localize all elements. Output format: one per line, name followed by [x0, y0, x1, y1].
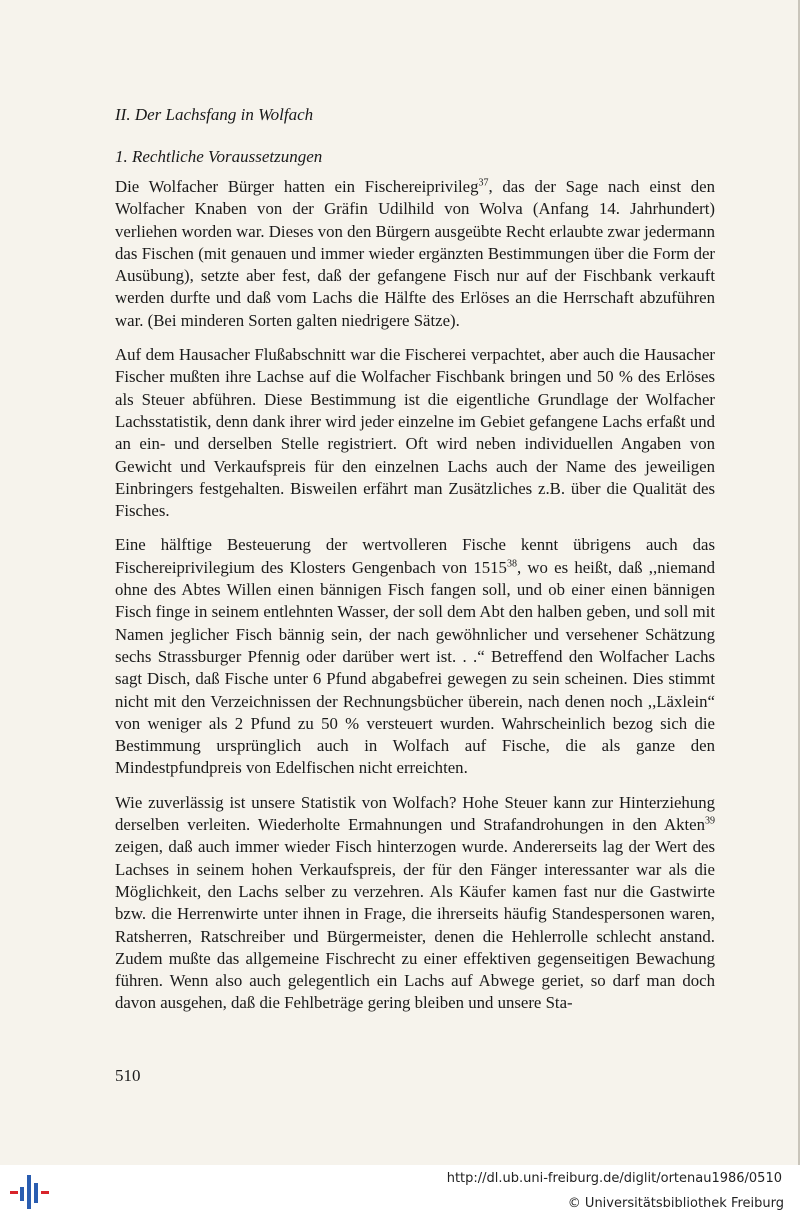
paragraph-4: Wie zuverlässig ist unsere Statistik von Wolfach? Hohe Steuer kann zur Hinterziehung derselben verleiten. Wiederholte Ermahnungen und Strafandrohungen in den Akten$^{39}$ zeigen, daß auch immer wieder Fisch hinterzogen wurde. Andererseits lag der Wert des Lachses in seinem hohen Verkaufspreis, der für den Fänger interessanter war als die Möglichkeit, den Lachs selber zu verzehren. Als Käufer kamen fast nur die Gastwirte bzw. die Herrenwirte unter ihnen in Frage, die ihrerseits häufig Standespersonen waren, Ratsherren, Ratschreiber und Bürgermeister, denen die Hehlerrolle schlecht anstand. Zudem mußte das allgemeine Fischrecht zu einer effektiven gegenseitigen Bewachung führen. Wenn also auch gelegentlich ein Lachs auf Abwege geriet, so darf man doch davon ausgehen, daß die Fehlbeträge gering bleiben und unsere Sta- — [115, 792, 715, 1013]
copyright-notice: © Universitätsbibliothek Freiburg — [567, 1196, 784, 1211]
footnote-ref-38[interactable]: 38 — [506, 558, 517, 570]
page-content — [115, 104, 715, 1027]
ub-freiburg-logo-icon — [8, 1173, 52, 1213]
subsection-heading: 1. Rechtliche Voraussetzungen — [115, 147, 323, 166]
footnote-ref-37[interactable]: 37 — [478, 177, 489, 189]
paragraph-2: Auf dem Hausacher Flußabschnitt war die Fischerei verpachtet, aber auch die Hausacher Fischer mußten ihre Lachse auf die Wolfacher Fischbank bringen und 50 % des Erlöses als Steuer abführen. Diese Bestimmung ist die eigentliche Grundlage der Wolfacher Lachsstatistik, denn dank ihrer wird jeder einzelne im Gebiet gefangene Lachs erfaßt und an ein- und derselben Stelle registriert. Oft wird neben individuellen Angaben von Gewicht und Verkaufspreis für den einzelnen Lachs auch der Name des jeweiligen Einbringers festgehalten. Bisweilen erfährt man Zusätzliches z.B. über die Qualität des Fisches. — [115, 345, 715, 521]
paragraph-1: Die Wolfacher Bürger hatten ein Fischereiprivileg$^{37}$, das der Sage nach einst den Wolfacher Knaben von der Gräfin Udilhild von Wolva (Anfang 14. Jahrhundert) verliehen worden war. Dieses von den Bürgern ausgeübte Recht erlaubte zwar jedermann das Fischen (mit genauen und immer wieder ergänzten Bestimmungen über die Form der Ausübung), setzte aber fest, daß der gefangene Fisch nur auf der Fischbank verkauft werden durfte und daß vom Lachs die Hälfte des Erlöses an die Herrschaft abzuführen war. (Bei minderen Sorten galten niedrigere Sätze). — [115, 177, 715, 330]
viewer-footer — [0, 1165, 800, 1220]
section-heading: II. Der Lachsfang in Wolfach — [115, 105, 314, 124]
footnote-ref-39[interactable]: 39 — [705, 815, 715, 827]
paragraph-3: Eine hälftige Besteuerung der wertvolleren Fische kennt übrigens auch das Fischereiprivilegium des Klosters Gengenbach von 1515$^{38}$, wo es heißt, daß ,,niemand ohne des Abtes Willen einen bännigen Fisch fangen soll, und ob einer einen bännigen Fisch finge in seinem entlehnten Wasser, der soll dem Abt den halben geben, und soll mit Namen jeglicher Fisch bännig sein, der nach gewöhnlicher und versehener Schätzung sechs Strassburger Pfennig oder darüber wert ist. . .“ Betreffend den Wolfacher Lachs sagt Disch, daß Fische unter 6 Pfund abgabefrei gewegen zu sein scheinen. Dies stimmt nicht mit den Verzeichnissen der Rechnungsbücher überein, nach denen noch ,,Läxlein“ von weniger als 2 Pfund zu 50 % versteuert wurden. Wahrscheinlich bezog sich die Bestimmung ursprünglich auch in Wolfach auf Fische, die als ganze den Mindestpfundpreis von Edelfischen nicht erreichten. — [115, 535, 715, 778]
source-url-link[interactable]: http://dl.ub.uni-freiburg.de/diglit/ortenau1986/0510 — [446, 1171, 782, 1186]
page-number: 510 — [115, 1066, 141, 1085]
